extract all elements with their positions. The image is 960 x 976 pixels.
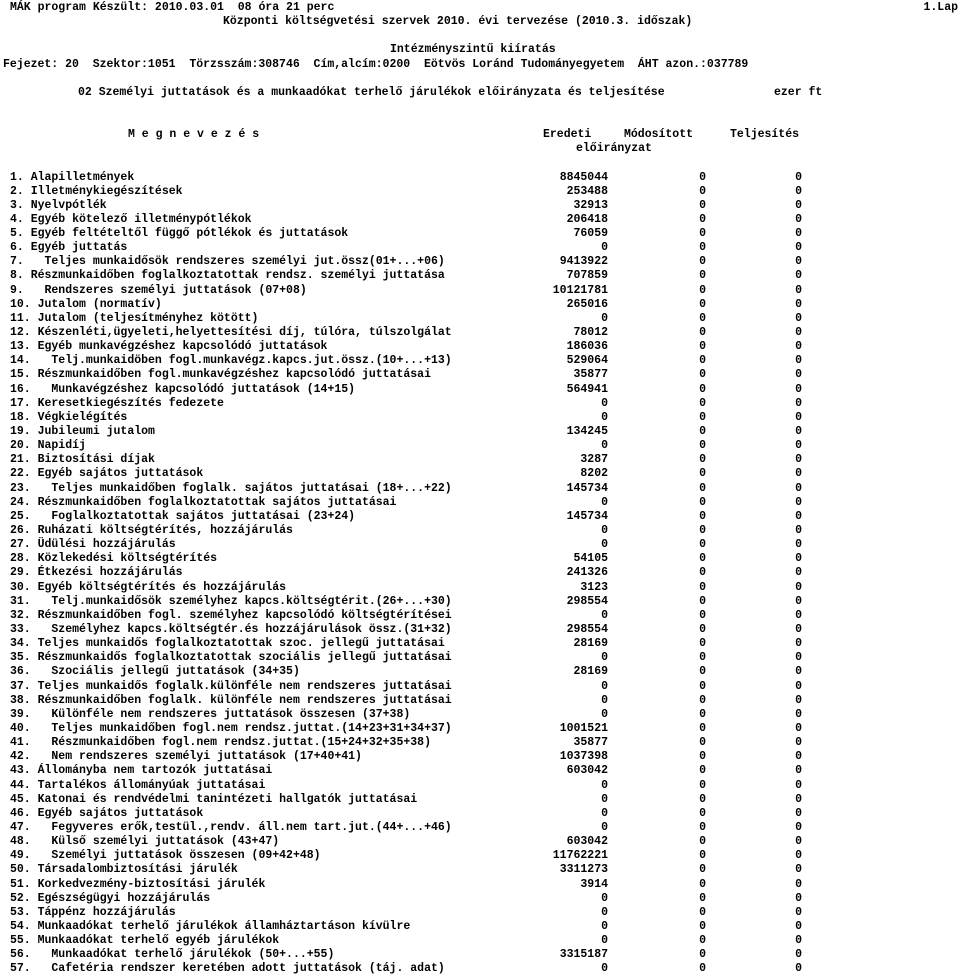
modified-appropriation-value: 0 [699,481,706,495]
modified-appropriation-value: 0 [699,792,706,806]
table-row [0,298,960,312]
modified-appropriation-value: 0 [699,184,706,198]
row-label: 47. Fegyveres erők,testül.,rendv. áll.nem tart.jut.(44+...+46) [10,820,452,834]
table-row [0,439,960,453]
table-row [0,722,960,736]
table-row [0,496,960,510]
row-label: 45. Katonai és rendvédelmi tanintézeti hallgatók juttatásai [10,792,418,806]
table-row [0,227,960,241]
fulfillment-value: 0 [795,297,802,311]
original-appropriation-value: 0 [601,439,608,453]
original-appropriation-value: 564941 [566,382,608,396]
fulfillment-value: 0 [795,184,802,198]
unit-label: ezer ft [774,86,823,99]
modified-appropriation-value: 0 [699,326,706,340]
table-row [0,892,960,906]
original-appropriation-value: 0 [601,538,608,552]
original-appropriation-value: 206418 [566,212,608,226]
fulfillment-value: 0 [795,891,802,905]
table-row [0,906,960,920]
row-label: 39. Különféle nem rendszeres juttatások összesen (37+38) [10,707,411,721]
table-row [0,411,960,425]
fulfillment-value: 0 [795,340,802,354]
table-row [0,566,960,580]
row-label: 7. Teljes munkaidősök rendszeres személyi jut.össz(01+...+06) [10,255,445,269]
modified-appropriation-value: 0 [699,354,706,368]
modified-appropriation-value: 0 [699,439,706,453]
row-label: 19. Jubileumi jutalom [10,425,155,439]
table-row [0,354,960,368]
fulfillment-value: 0 [795,524,802,537]
row-label: 1. Alapilletmények [10,170,135,184]
table-row [0,948,960,962]
original-appropriation-value: 145734 [566,481,608,495]
print-title: Intézményszintű kiíratás [390,43,556,56]
row-label: 10. Jutalom (normatív) [10,297,162,311]
table-row [0,467,960,481]
original-appropriation-value: 0 [601,891,608,905]
fulfillment-value: 0 [795,425,802,439]
fulfillment-value: 0 [795,255,802,269]
fulfillment-value: 0 [795,665,802,679]
original-appropriation-value: 0 [601,410,608,424]
modified-appropriation-value: 0 [699,538,706,552]
table-row [0,920,960,934]
fulfillment-value: 0 [795,820,802,834]
original-appropriation-value: 35877 [573,736,608,750]
modified-appropriation-value: 0 [699,524,706,537]
original-appropriation-value: 0 [601,707,608,721]
fulfillment-value: 0 [795,721,802,735]
original-appropriation-value: 298554 [566,622,608,636]
row-label: 38. Részmunkaidőben foglalk. különféle nem rendszeres juttatásai [10,693,452,707]
modified-appropriation-value: 0 [699,665,706,679]
row-label: 31. Telj.munkaidősök személyhez kapcs.költségtérit.(26+...+30) [10,594,452,608]
fulfillment-value: 0 [795,354,802,368]
original-appropriation-value: 0 [601,311,608,325]
modified-appropriation-value: 0 [699,891,706,905]
modified-appropriation-value: 0 [699,269,706,283]
fulfillment-value: 0 [795,750,802,764]
table-row [0,171,960,185]
fulfillment-value: 0 [795,778,802,792]
modified-appropriation-value: 0 [699,241,706,255]
table-row [0,708,960,722]
original-appropriation-value: 32913 [573,198,608,212]
fulfillment-value: 0 [795,396,802,410]
modified-appropriation-value: 0 [699,410,706,424]
original-appropriation-value: 0 [601,679,608,693]
table-row [0,821,960,835]
row-label: 27. Üdülési hozzájárulás [10,538,176,552]
row-label: 42. Nem rendszeres személyi juttatások (17+40+41) [10,750,362,764]
modified-appropriation-value: 0 [699,382,706,396]
table-row [0,764,960,778]
row-label: 14. Telj.munkaidöben fogl.munkavégz.kapcs.jut.össz.(10+...+13) [10,354,452,368]
fulfillment-value: 0 [795,792,802,806]
fulfillment-value: 0 [795,736,802,750]
modified-appropriation-value: 0 [699,707,706,721]
original-appropriation-value: 0 [601,806,608,820]
table-row [0,609,960,623]
original-appropriation-value: 3315187 [559,948,608,962]
row-label: 11. Jutalom (teljesítményhez kötött) [10,311,259,325]
row-label: 53. Táppénz hozzájárulás [10,905,176,919]
fulfillment-value: 0 [795,198,802,212]
original-appropriation-value: 0 [601,495,608,509]
program-line: MÁK program Készült: 2010.03.01 08 óra 21 perc [10,1,335,14]
fulfillment-value: 0 [795,622,802,636]
fulfillment-value: 0 [795,877,802,891]
original-appropriation-value: 3123 [580,580,608,594]
original-appropriation-value: 134245 [566,425,608,439]
modified-appropriation-value: 0 [699,764,706,778]
modified-appropriation-value: 0 [699,396,706,410]
original-appropriation-value: 11762221 [552,849,608,863]
modified-appropriation-value: 0 [699,580,706,594]
row-label: 15. Részmunkaidőben fogl.munkavégzéshez kapcsolódó juttatásai [10,368,431,382]
original-appropriation-value: 0 [601,651,608,665]
original-appropriation-value: 3311273 [559,863,608,877]
modified-appropriation-value: 0 [699,750,706,764]
row-label: 9. Rendszeres személyi juttatások (07+08) [10,283,307,297]
modified-appropriation-value: 0 [699,962,706,976]
row-label: 29. Étkezési hozzájárulás [10,566,183,580]
original-appropriation-value: 3287 [580,453,608,467]
table-row [0,878,960,892]
table-row [0,581,960,595]
fulfillment-value: 0 [795,311,802,325]
table-row [0,453,960,467]
modified-appropriation-value: 0 [699,311,706,325]
row-label: 26. Ruházati költségtérítés, hozzájárulás [10,524,293,537]
row-label: 41. Részmunkaidőben fogl.nem rendsz.juttat.(15+24+32+35+38) [10,736,431,750]
row-label: 20. Napidíj [10,439,86,453]
table-row [0,284,960,298]
table-row [0,807,960,821]
section-title: 02 Személyi juttatások és a munkaadókat terhelő járulékok előirányzata és teljesítése [78,86,665,99]
table-row [0,510,960,524]
original-appropriation-value: 298554 [566,594,608,608]
original-appropriation-value: 10121781 [552,283,608,297]
fulfillment-value: 0 [795,863,802,877]
row-label: 4. Egyéb kötelező illetménypótlékok [10,212,252,226]
fulfillment-value: 0 [795,849,802,863]
row-label: 3. Nyelvpótlék [10,198,107,212]
fulfillment-value: 0 [795,227,802,241]
modified-appropriation-value: 0 [699,849,706,863]
modified-appropriation-value: 0 [699,425,706,439]
row-label: 34. Teljes munkaidős foglalkoztatottak szoc. jellegű juttatásai [10,637,445,651]
fulfillment-value: 0 [795,326,802,340]
table-row [0,637,960,651]
original-appropriation-value: 8202 [580,467,608,481]
fulfillment-value: 0 [795,707,802,721]
original-appropriation-value: 0 [601,241,608,255]
original-appropriation-value: 0 [601,608,608,622]
original-appropriation-value: 1001521 [559,721,608,735]
modified-appropriation-value: 0 [699,863,706,877]
fulfillment-value: 0 [795,962,802,976]
table-row [0,185,960,199]
fulfillment-value: 0 [795,453,802,467]
fulfillment-value: 0 [795,594,802,608]
table-row [0,340,960,354]
original-appropriation-value: 603042 [566,835,608,849]
table-row [0,425,960,439]
original-appropriation-value: 78012 [573,326,608,340]
report-subtitle: Központi költségvetési szervek 2010. évi tervezése (2010.3. időszak) [223,15,693,28]
table-row [0,213,960,227]
table-row [0,595,960,609]
original-appropriation-value: 241326 [566,566,608,580]
modified-appropriation-value: 0 [699,806,706,820]
page-number: 1.Lap [923,1,958,14]
table-row [0,934,960,948]
original-appropriation-value: 8845044 [559,170,608,184]
row-label: 25. Foglalkoztatottak sajátos juttatásai (23+24) [10,509,356,523]
table-row [0,552,960,566]
row-label: 21. Biztosítási díjak [10,453,155,467]
table-row [0,326,960,340]
modified-appropriation-value: 0 [699,297,706,311]
table-row [0,849,960,863]
row-label: 13. Egyéb munkavégzéshez kapcsolódó juttatások [10,340,328,354]
table-row [0,269,960,283]
row-label: 2. Illetménykiegészítések [10,184,183,198]
original-appropriation-value: 76059 [573,227,608,241]
table-row [0,368,960,382]
row-label: 17. Keresetkiegészítés fedezete [10,396,224,410]
modified-appropriation-value: 0 [699,622,706,636]
table-row [0,312,960,326]
original-appropriation-value: 0 [601,820,608,834]
modified-appropriation-value: 0 [699,721,706,735]
fulfillment-value: 0 [795,806,802,820]
modified-appropriation-value: 0 [699,778,706,792]
modified-appropriation-value: 0 [699,566,706,580]
column-header-modified: Módosított [624,128,694,141]
table-row [0,736,960,750]
fulfillment-value: 0 [795,269,802,283]
institution-identity: Fejezet: 20 Szektor:1051 Törzsszám:308746 Cím,alcím:0200 Eötvös Loránd Tudományegyetem ÁHT azon.:037789 [3,58,749,71]
fulfillment-value: 0 [795,382,802,396]
original-appropriation-value: 0 [601,934,608,948]
modified-appropriation-value: 0 [699,679,706,693]
fulfillment-value: 0 [795,905,802,919]
fulfillment-value: 0 [795,481,802,495]
fulfillment-value: 0 [795,368,802,382]
modified-appropriation-value: 0 [699,255,706,269]
row-label: 55. Munkaadókat terhelő egyéb járulékok [10,934,280,948]
row-label: 28. Közlekedési költségtérítés [10,552,218,566]
row-label: 43. Állományba nem tartozók juttatásai [10,764,273,778]
modified-appropriation-value: 0 [699,552,706,566]
modified-appropriation-value: 0 [699,467,706,481]
row-label: 52. Egészségügyi hozzájárulás [10,891,211,905]
table-row [0,863,960,877]
fulfillment-value: 0 [795,835,802,849]
fulfillment-value: 0 [795,495,802,509]
row-label: 30. Egyéb költségtérítés és hozzájárulás [10,580,287,594]
original-appropriation-value: 28169 [573,637,608,651]
original-appropriation-value: 0 [601,962,608,976]
row-label: 50. Társadalombiztosítási járulék [10,863,238,877]
modified-appropriation-value: 0 [699,340,706,354]
table-row [0,793,960,807]
row-label: 54. Munkaadókat terhelő járulékok államháztartáson kívülre [10,919,411,933]
modified-appropriation-value: 0 [699,877,706,891]
fulfillment-value: 0 [795,764,802,778]
original-appropriation-value: 707859 [566,269,608,283]
original-appropriation-value: 145734 [566,509,608,523]
original-appropriation-value: 9413922 [559,255,608,269]
table-row [0,255,960,269]
fulfillment-value: 0 [795,948,802,962]
fulfillment-value: 0 [795,241,802,255]
row-label: 32. Részmunkaidőben fogl. személyhez kapcsolódó költségtérítései [10,608,452,622]
row-label: 33. Személyhez kapcs.költségtér.és hozzájárulások össz.(31+32) [10,622,452,636]
original-appropriation-value: 1037398 [559,750,608,764]
fulfillment-value: 0 [795,283,802,297]
modified-appropriation-value: 0 [699,170,706,184]
modified-appropriation-value: 0 [699,651,706,665]
modified-appropriation-value: 0 [699,198,706,212]
table-row [0,482,960,496]
table-row [0,397,960,411]
row-label: 35. Részmunkaidős foglalkoztatottak szociális jellegű juttatásai [10,651,452,665]
fulfillment-value: 0 [795,410,802,424]
row-label: 49. Személyi juttatások összesen (09+42+48) [10,849,321,863]
fulfillment-value: 0 [795,679,802,693]
table-row [0,779,960,793]
fulfillment-value: 0 [795,580,802,594]
row-label: 23. Teljes munkaidőben foglalk. sajátos juttatásai (18+...+22) [10,481,452,495]
table-row [0,835,960,849]
original-appropriation-value: 0 [601,693,608,707]
modified-appropriation-value: 0 [699,835,706,849]
column-header-name: M e g n e v e z é s [128,128,260,141]
modified-appropriation-value: 0 [699,212,706,226]
row-label: 51. Korkedvezmény-biztosítási járulék [10,877,266,891]
modified-appropriation-value: 0 [699,453,706,467]
original-appropriation-value: 186036 [566,340,608,354]
table-row [0,665,960,679]
original-appropriation-value: 0 [601,396,608,410]
row-label: 44. Tartalékos állományúak juttatásai [10,778,266,792]
fulfillment-value: 0 [795,637,802,651]
table-row [0,241,960,255]
row-label: 40. Teljes munkaidőben fogl.nem rendsz.juttat.(14+23+31+34+37) [10,721,452,735]
fulfillment-value: 0 [795,693,802,707]
table-row [0,538,960,552]
modified-appropriation-value: 0 [699,608,706,622]
fulfillment-value: 0 [795,509,802,523]
row-label: 8. Részmunkaidőben foglalkoztatottak rendsz. személyi juttatása [10,269,445,283]
original-appropriation-value: 0 [601,792,608,806]
original-appropriation-value: 529064 [566,354,608,368]
modified-appropriation-value: 0 [699,820,706,834]
row-label: 36. Szociális jellegű juttatások (34+35) [10,665,300,679]
original-appropriation-value: 603042 [566,764,608,778]
modified-appropriation-value: 0 [699,919,706,933]
original-appropriation-value: 0 [601,919,608,933]
fulfillment-value: 0 [795,538,802,552]
modified-appropriation-value: 0 [699,227,706,241]
column-header-original: Eredeti [543,128,592,141]
row-label: 46. Egyéb sajátos juttatások [10,806,204,820]
table-row [0,383,960,397]
fulfillment-value: 0 [795,212,802,226]
table-row [0,199,960,213]
original-appropriation-value: 0 [601,524,608,537]
table-row [0,680,960,694]
fulfillment-value: 0 [795,608,802,622]
fulfillment-value: 0 [795,439,802,453]
modified-appropriation-value: 0 [699,594,706,608]
table-row [0,524,960,538]
original-appropriation-value: 253488 [566,184,608,198]
row-label: 6. Egyéb juttatás [10,241,128,255]
original-appropriation-value: 265016 [566,297,608,311]
original-appropriation-value: 35877 [573,368,608,382]
original-appropriation-value: 0 [601,778,608,792]
modified-appropriation-value: 0 [699,637,706,651]
row-label: 22. Egyéb sajátos juttatások [10,467,204,481]
table-row [0,623,960,637]
fulfillment-value: 0 [795,651,802,665]
row-label: 48. Külső személyi juttatások (43+47) [10,835,280,849]
column-header-appropriation: előirányzat [576,142,652,155]
modified-appropriation-value: 0 [699,948,706,962]
fulfillment-value: 0 [795,552,802,566]
original-appropriation-value: 28169 [573,665,608,679]
modified-appropriation-value: 0 [699,693,706,707]
modified-appropriation-value: 0 [699,934,706,948]
original-appropriation-value: 54105 [573,552,608,566]
modified-appropriation-value: 0 [699,368,706,382]
row-label: 56. Munkaadókat terhelő járulékok (50+...+55) [10,948,335,962]
row-label: 5. Egyéb feltételtől függő pótlékok és juttatások [10,227,349,241]
modified-appropriation-value: 0 [699,495,706,509]
table-row [0,962,960,976]
table-row [0,651,960,665]
original-appropriation-value: 3914 [580,877,608,891]
fulfillment-value: 0 [795,566,802,580]
modified-appropriation-value: 0 [699,283,706,297]
fulfillment-value: 0 [795,467,802,481]
fulfillment-value: 0 [795,919,802,933]
table-row [0,750,960,764]
column-header-fulfilled: Teljesítés [730,128,800,141]
row-label: 24. Részmunkaidőben foglalkoztatottak sajátos juttatásai [10,495,397,509]
fulfillment-value: 0 [795,934,802,948]
table-row [0,694,960,708]
row-label: 37. Teljes munkaidős foglalk.különféle nem rendszeres juttatásai [10,679,452,693]
row-label: 18. Végkielégítés [10,410,128,424]
fulfillment-value: 0 [795,170,802,184]
row-label: 12. Készenléti,ügyeleti,helyettesítési díj, túlóra, túlszolgálat [10,326,452,340]
modified-appropriation-value: 0 [699,509,706,523]
row-label: 57. Cafetéria rendszer keretében adott juttatások (táj. adat) [10,962,445,976]
original-appropriation-value: 0 [601,905,608,919]
row-label: 16. Munkavégzéshez kapcsolódó juttatások (14+15) [10,382,356,396]
modified-appropriation-value: 0 [699,905,706,919]
modified-appropriation-value: 0 [699,736,706,750]
